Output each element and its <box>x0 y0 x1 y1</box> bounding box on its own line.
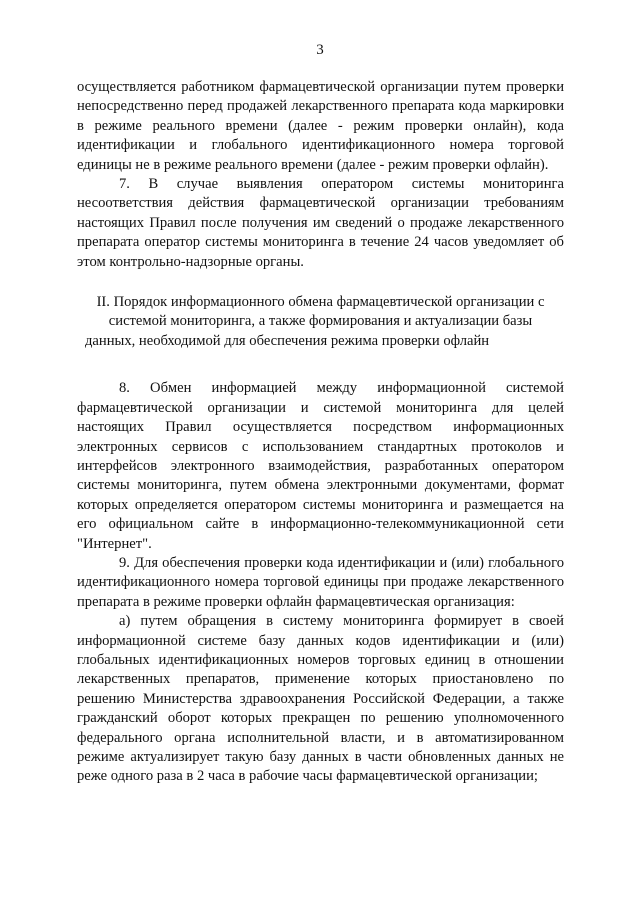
section-heading: II. Порядок информационного обмена фармацевтической организации с системой мониторинга, а также формирования и актуализации базы данных, необходимой для обеспечения режима проверки офлайн <box>85 294 545 349</box>
paragraph-8: 8. Обмен информацией между информационной системой фармацевтической организации и системой мониторинга для целей настоящих Правил осуществляется посредством информационных электронных сервисов с использованием стандартных протоколов и интерфейсов электронного взаимодействия, разработанных оператором системы мониторинга, путем обмена электронными документами, формат которых определяется оператором системы мониторинга и размещается на его официальном сайте в информационно-телекоммуникационной сети "Интернет". <box>77 380 564 552</box>
paragraph-9a: а) путем обращения в систему мониторинга формирует в своей информационной системе базу данных кодов идентификации и (или) глобальных идентификационных номеров торговых единиц в отношении лекарственных препаратов, применение которых приостановлено по решению Министерства здравоохранения Российской Федерации, а также гражданский оборот которых прекращен по решению уполномоченного федерального органа исполнительной власти, и в автоматизированном режиме актуализирует такую базу данных в части обновленных данных не реже одного раза в 2 часа в рабочие часы фармацевтической организации; <box>77 613 564 785</box>
paragraph-6-continuation: осуществляется работником фармацевтической организации путем проверки непосредственно перед продажей лекарственного препарата кода маркировки в режиме реального времени (далее - режим проверки онлайн), кода идентификации и глобального идентификационного номера торговой единицы не в режиме реального времени (далее - режим проверки офлайн). <box>77 79 564 173</box>
paragraph-7: 7. В случае выявления оператором системы мониторинга несоответствия действия фармацевтической организации требованиям настоящих Правил после получения им сведений о продаже лекарственного препарата оператор системы мониторинга в течение 24 часов уведомляет об этом контрольно-надзорные органы. <box>77 176 564 270</box>
page-number: 3 <box>316 42 324 58</box>
paragraph-9: 9. Для обеспечения проверки кода идентификации и (или) глобального идентификационного номера торговой единицы при продаже лекарственного препарата в режиме проверки офлайн фармацевтическая организация: <box>77 554 564 610</box>
document-body <box>77 78 564 787</box>
